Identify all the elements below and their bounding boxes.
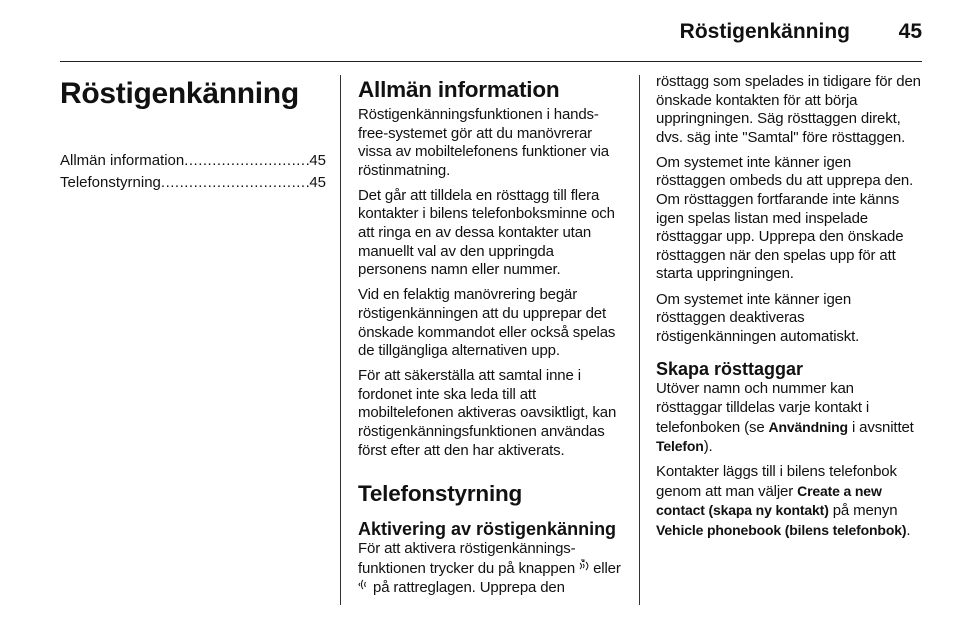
text-run: i avsnittet	[851, 418, 914, 436]
menu-item-create-contact: Create a new contact (skapa ny kontakt)	[656, 482, 882, 519]
paragraph: Vid en felaktig manövrering begär röstigenkänningen att du upprepar det önskade kommandot eller också spelas de tillgängliga alternativen upp.	[358, 286, 616, 360]
chapter-title: Röstigenkänning	[60, 77, 299, 110]
menu-vehicle-phonebook: Vehicle phonebook (bilens telefonbok)	[656, 521, 907, 538]
text-run: Utöver namn och nummer kan rösttaggar tilldelas varje kontakt i telefonboken (se	[656, 380, 870, 436]
header-rule	[60, 61, 922, 62]
toc-leader-dots	[161, 172, 309, 194]
text-run: För att aktivera röstigenkännings-funktionen trycker du på knappen	[358, 540, 576, 577]
paragraph: För att säkerställa att samtal inne i fordonet inte ska leda till att mobiltelefonen aktiveras oavsiktligt, kan röstigenkänningsfunktionen användas först efter att den har aktiverats.	[358, 367, 617, 459]
toc-page: 45	[309, 174, 326, 191]
page-number: 45	[898, 20, 922, 43]
paragraph: Det går att tilldela en rösttagg till flera kontakter i bilens telefonboksminne och att ringa en av dessa kontakter utan manuellt val av den uppringda personens namn eller nummer.	[358, 186, 615, 279]
column-2	[358, 72, 624, 604]
column-divider-right	[639, 75, 640, 605]
column-divider-left	[340, 75, 341, 605]
steering-wheel-voice-icon	[358, 578, 369, 597]
reference-anvandning[interactable]: Användning	[768, 418, 848, 435]
text-run: ).	[703, 438, 713, 456]
paragraph	[656, 380, 922, 456]
text-run: .	[906, 521, 911, 539]
toc-label: Telefonstyrning	[60, 174, 161, 191]
text-run: på menyn	[832, 502, 898, 520]
column-1	[60, 72, 326, 194]
running-header	[60, 16, 922, 56]
paragraph: Om systemet inte känner igen rösttaggen deaktiveras röstigenkänningen automatiskt.	[656, 290, 860, 345]
column-3	[656, 72, 922, 547]
paragraph	[656, 463, 922, 540]
toc-leader-dots	[184, 150, 309, 172]
text-run: på rattreglagen. Upprepa den	[373, 579, 565, 597]
paragraph	[358, 540, 624, 598]
running-header-title: Röstigenkänning	[679, 20, 850, 43]
paragraph: Om systemet inte känner igen rösttaggen ombeds du att upprepa den. Om rösttaggen fortfarande inte känns igen spelas listan med inspelade rösttaggar upp. Upprepa den önskade rösttaggen när den spelas upp för att starta uppringningen.	[656, 153, 914, 283]
paragraph: Röstigenkänningsfunktionen i hands-free-systemet gör att du manövrerar vissa av mobiltelefonens funktioner via röstinmatning.	[358, 106, 609, 179]
toc-page: 45	[309, 152, 326, 169]
toc-entry-allman[interactable]	[60, 150, 326, 172]
text-run: Kontakter läggs till i bilens telefonbok genom att man väljer	[656, 463, 897, 500]
reference-telefon[interactable]: Telefon	[656, 438, 704, 455]
subsection-heading-aktivering: Aktivering av röstigenkänning	[358, 519, 617, 540]
voice-button-icon	[579, 559, 589, 578]
toc-label: Allmän information	[60, 152, 185, 169]
section-heading-telefonstyrning: Telefonstyrning	[358, 481, 523, 507]
text-run: eller	[593, 559, 621, 577]
subsection-heading-skapa: Skapa rösttaggar	[656, 359, 804, 380]
toc-entry-telefonstyrning[interactable]	[60, 172, 326, 194]
paragraph: rösttagg som spelades in tidigare för den önskade kontakten för att börja uppringningen. Säg rösttaggen direkt, dvs. säg inte "Samtal" före rösttaggen.	[656, 73, 921, 146]
section-heading-allman: Allmän information	[358, 77, 560, 102]
